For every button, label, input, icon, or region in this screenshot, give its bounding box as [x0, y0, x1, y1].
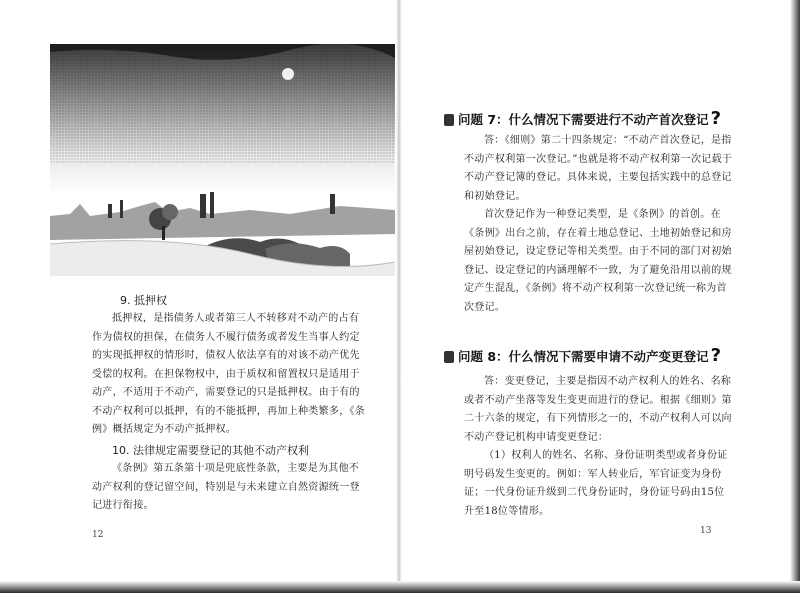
question-8-heading — [444, 345, 721, 366]
section-heading-mortgage: 9. 抵押权 — [120, 294, 167, 307]
other-rights-paragraph: 《条例》第五条第十项是兜底性条款，主要是为其他不动产权利的登记留空间，特别是与未来建立自然资源统一登记进行衔接。 — [92, 463, 360, 511]
question-7-answer: 答：《细则》第二十四条规定：“不动产首次登记，是指不动产权利第一次登记。”也就是将不动产权利第一次记载于不动产登记簿的登记。具体来说，主要包括实践中的总登记和初始登记。 — [464, 135, 733, 202]
question-7-heading — [444, 108, 721, 129]
question-8-text: 问题 8：什么情况下需要申请不动产变更登记 — [458, 349, 709, 364]
left-page — [0, 0, 398, 593]
scan-edge-bottom — [0, 581, 800, 593]
question-bullet-icon — [444, 351, 454, 363]
question-7-paragraph-2: 首次登记作为一种登记类型，是《条例》的首创。在《条例》出台之前，存在着土地总登记、土地初始登记和房屋初始登记，设定登记等相关类型。由于不同的部门对初始登记、设定登记的内涵理解不一致，为了避免沿用以前的规定产生混乱，《条例》将不动产权利第一次登记统一称为首次登记。 — [464, 209, 732, 313]
landscape-illustration — [50, 44, 395, 276]
page-number-right: 13 — [700, 526, 712, 536]
right-page — [400, 0, 800, 593]
question-8-answer: 答：变更登记，主要是指因不动产权利人的姓名、名称或者不动产坐落等发生变更而进行的登记。根据《细则》第二十六条的规定，有下列情形之一的，不动产权利人可以向不动产登记机构申请变更登记： — [464, 376, 732, 443]
scan-edge-right — [790, 0, 800, 593]
question-mark-icon: ? — [710, 345, 722, 366]
question-8-item-1: （1）权利人的姓名、名称、身份证明类型或者身份证明号码发生变更的。例如：军人转业后，军官证变为身份证；一代身份证升级到二代身份证时，身份证号码由15位升至18位等情形。 — [464, 450, 728, 517]
question-7-text: 问题 7：什么情况下需要进行不动产首次登记 — [458, 112, 709, 127]
section-heading-other-rights: 10. 法律规定需要登记的其他不动产权利 — [112, 444, 309, 457]
question-bullet-icon — [444, 114, 454, 126]
mortgage-paragraph: 抵押权，是指债务人或者第三人不转移对不动产的占有作为债权的担保，在债务人不履行债务或者发生当事人约定的实现抵押权的情形时，债权人依法享有的对该不动产优先受偿的权利。在担保物权中，由于质权和留置权只是适用于动产，不适用于不动产，需要登记的只是抵押权。由于有的不动产权利可以抵押，有的不能抵押，再加上种类繁多，《条例》概括规定为不动产抵押权。 — [92, 313, 366, 435]
question-mark-icon: ? — [710, 108, 722, 129]
page-number-left: 12 — [92, 530, 104, 540]
